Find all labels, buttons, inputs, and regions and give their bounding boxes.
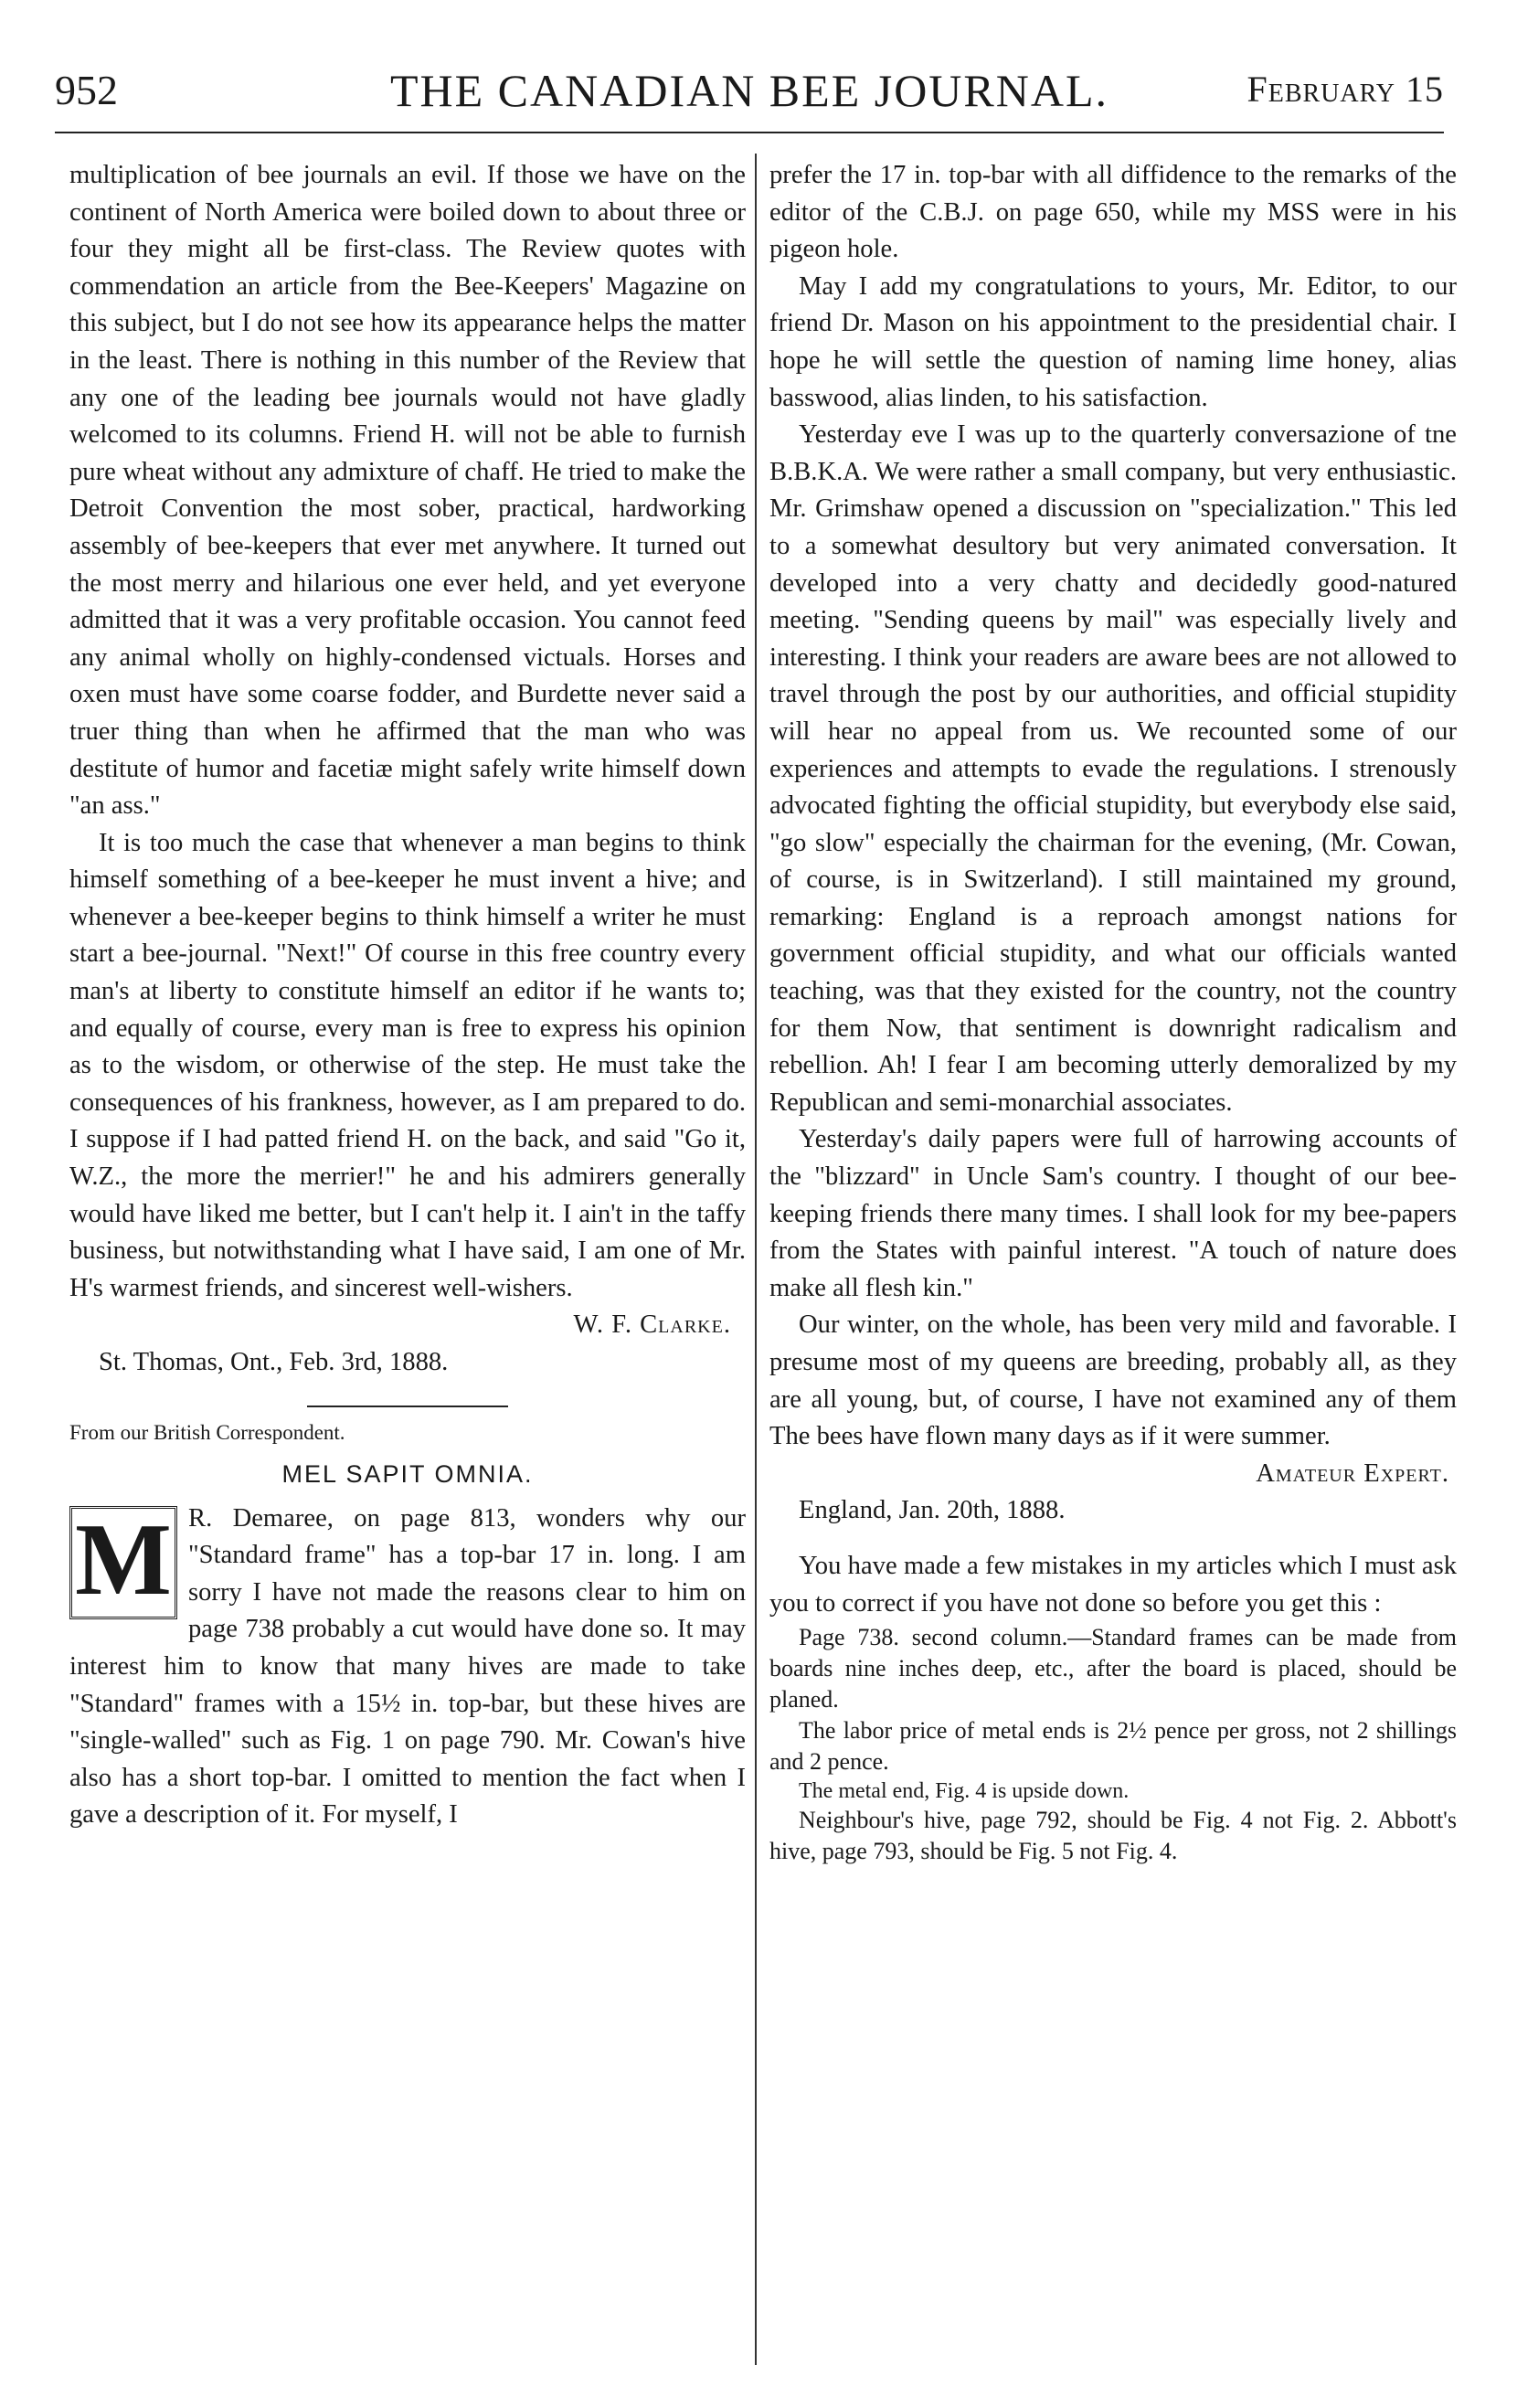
page-number: 952 [55, 67, 118, 113]
header-rule [55, 132, 1444, 133]
right-paragraph-6: You have made a few mistakes in my articles which I must ask you to correct if you have not done so before you get this : [769, 1551, 1457, 1618]
right-paragraph-4: Yesterday's daily papers were full of harrowing accounts of the "blizzard" in Uncle Sam's country. I thought of our bee-keeping friends there many times. I shall look for my bee-papers from the States with painful interest. "A touch of nature does make all flesh kin." [769, 1125, 1457, 1302]
right-paragraph-2: May I add my congratulations to yours, Mr. Editor, to our friend Dr. Mason on his appointment to the presidential chair. I hope he will settle the question of naming lime honey, alias basswood, alias linden, to his satisfaction. [769, 271, 1457, 412]
article-heading: MEL SAPIT OMNIA. [281, 1459, 534, 1488]
left-paragraph-1: multiplication of bee journals an evil. If those we have on the continent of North America were boiled down to about three or four they might all be first-class. The Review quotes with commendation an article from the Bee-Keepers' Magazine on this subject, but I do not see how its appearance helps the matter in the least. There is nothing in this number of the Review that any one of the leading bee journals would not have gladly welcomed to its columns. Friend H. will not be able to furnish pure wheat without any admixture of chaff. He tried to make the Detroit Convention the most sober, practical, hardworking assembly of bee-keepers that ever met anywhere. It turned out the most merry and hilarious one ever held, and yet everyone admitted that it was a very profitable occasion. You cannot feed any animal wholly on highly-condensed victuals. Horses and oxen must have some coarse fodder, and Burdette never said a truer thing than when he affirmed that the man who was destitute of humor and facetiæ might safely write himself down "an ass." [69, 161, 746, 821]
issue-date: February 15 [1246, 69, 1444, 110]
left-paragraph-3: R. Demaree, on page 813, wonders why our "Standard frame" has a top-bar 17 in. long. I am sorry I have not made the reasons clear to him on page 738 probably a cut would have done so. It may interest him to know that many hives are made to take "Standard" frames with a 15½ in. top-bar, but these hives are "single-walled" such as Fig. 1 on page 790. Mr. Cowan's hive also has a short top-bar. I omitted to mention the fact when I gave a description of it. For myself, I [69, 1503, 746, 1830]
place-date-england: England, Jan. 20th, 1888. [799, 1496, 1066, 1525]
page-header [55, 58, 1444, 132]
right-paragraph-9: The metal end, Fig. 4 is upside down. [799, 1779, 1130, 1804]
column-divider [755, 154, 757, 2365]
right-paragraph-7: Page 738. second column.—Standard frames can be made from boards nine inches deep, etc., after the board is placed, should be planed. [769, 1624, 1457, 1713]
journal-title: THE CANADIAN BEE JOURNAL. [389, 65, 1109, 116]
correspondent-label: From our British Correspondent. [69, 1420, 345, 1444]
place-date-clarke: St. Thomas, Ont., Feb. 3rd, 1888. [99, 1348, 449, 1376]
signature-clarke: W. F. Clarke. [573, 1310, 731, 1340]
right-column [769, 157, 1457, 1867]
left-paragraph-2: It is too much the case that whenever a man begins to think himself something of a bee-keeper he must invent a hive; and whenever a bee-keeper begins to think himself a writer he must start a bee-journal. "Next!" Of course in this free country every man's at liberty to constitute himself an editor if he wants to; and equally of course, every man is free to express his opinion as to the wisdom, or otherwise of the step. He must take the consequences of his frankness, however, as I am prepared to do. I suppose if I had patted friend H. on the back, and said "Go it, W.Z., the more the merrier!" he and his admirers generally would have liked me better, but I can't help it. I ain't in the taffy business, but notwithstanding what I have said, I am one of Mr. H's warmest friends, and sincerest well-wishers. [69, 828, 746, 1302]
left-column [69, 157, 746, 1834]
right-paragraph-10: Neighbour's hive, page 792, should be Fig. 4 not Fig. 2. Abbott's hive, page 793, should be Fig. 5 not Fig. 4. [769, 1807, 1457, 1865]
section-gap [769, 1530, 1457, 1548]
right-paragraph-8: The labor price of metal ends is 2½ pence per gross, not 2 shillings and 2 pence. [769, 1717, 1457, 1776]
dropcap-letter: M [69, 1506, 177, 1619]
ornament-rule [69, 1385, 746, 1409]
right-paragraph-5: Our winter, on the whole, has been very mild and favorable. I presume most of my queens are breeding, probably all, as they are all young, but, of course, I have not examined any of them The bees have flown many days as if it were summer. [769, 1310, 1457, 1451]
right-paragraph-1: prefer the 17 in. top-bar with all diffidence to the remarks of the editor of the C.B.J. on page 650, while my MSS were in his pigeon hole. [769, 161, 1457, 264]
article-body [69, 1501, 746, 1834]
signature-amateur-expert: Amateur Expert. [1256, 1459, 1449, 1488]
right-paragraph-3: Yesterday eve I was up to the quarterly conversazione of tne B.B.K.A. We were rather a small company, but very enthusiastic. Mr. Grimshaw opened a discussion on "specialization." This led to a somewhat desultory but very animated conversation. It developed into a very chatty and decidedly good-natured meeting. "Sending queens by mail" was especially lively and interesting. I think your readers are aware bees are not allowed to travel through the post by our authorities, and official stupidity will hear no appeal from us. We recounted some of our experiences and attempts to evade the regulations. I strenously advocated fighting the official stupidity, but everybody else said, "go slow" especially the chairman for the evening, (Mr. Cowan, of course, is in Switzerland). I still maintained my ground, remarking: England is a reproach amongst nations for government official stupidity, and what our officials wanted teaching, was that they existed for the country, not the country for them Now, that sentiment is downright radicalism and rebellion. Ah! I fear I am becoming utterly demoralized by my Republican and semi-monarchial associates. [769, 420, 1457, 1117]
